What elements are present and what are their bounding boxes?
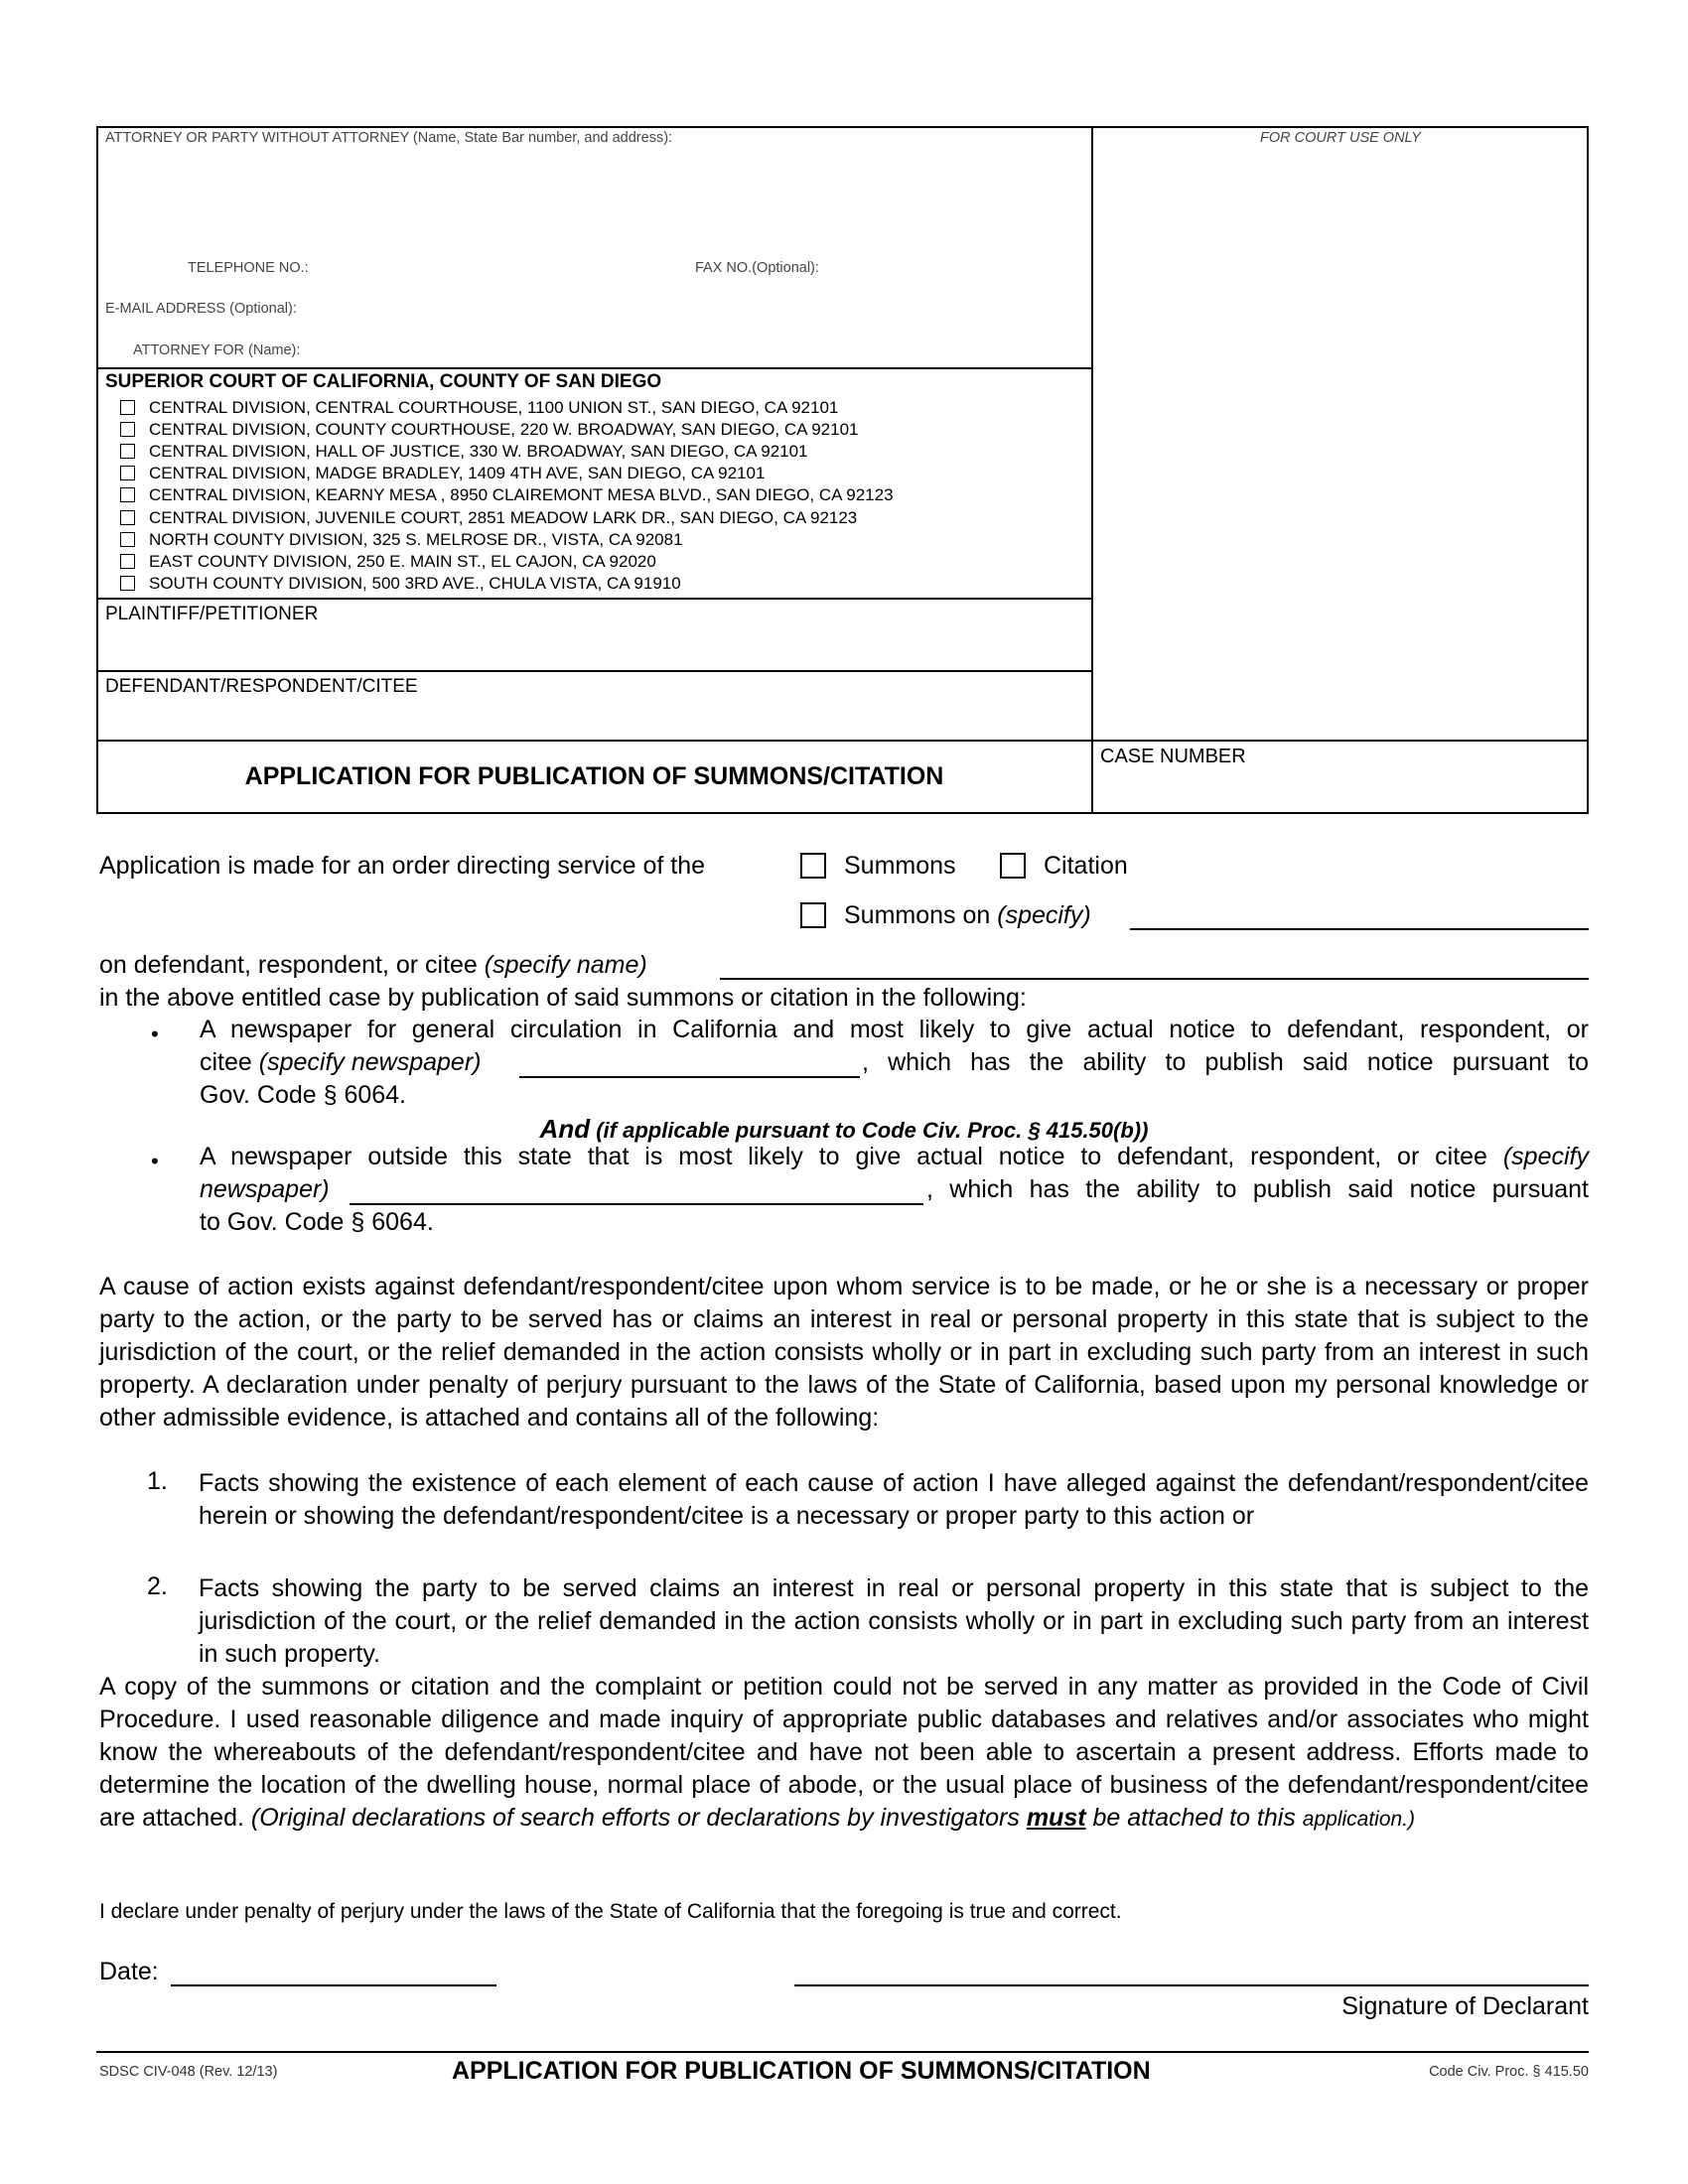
bullet2-specify: (specify — [1502, 1143, 1589, 1170]
attorney-label: ATTORNEY OR PARTY WITHOUT ATTORNEY (Name, State Bar number, and address): — [105, 130, 673, 146]
bullet1-line1: A newspaper for general circulation in California and most likely to give actual notice to defendant, respondent, or — [200, 1016, 1589, 1043]
case-number-input[interactable] — [1098, 772, 1583, 810]
email-label: E-MAIL ADDRESS (Optional): — [105, 301, 297, 317]
perjury-statement: I declare under penalty of perjury under the laws of the State of California that the foregoing is true and correct. — [99, 1900, 1122, 1923]
court-option-label: EAST COUNTY DIVISION, 250 E. MAIN ST., EL CAJON, CA 92020 — [149, 552, 656, 571]
and-line — [0, 1114, 1688, 1145]
attorney-input[interactable] — [103, 151, 1086, 250]
note-part3: application.) — [1302, 1808, 1416, 1831]
summons-on-checkbox[interactable] — [800, 902, 826, 928]
defendant-label: DEFENDANT/RESPONDENT/CITEE — [105, 676, 418, 697]
note-must: must — [1026, 1804, 1086, 1832]
note-part1: (Original declarations of search efforts or declarations by investigators — [250, 1804, 1020, 1832]
bullet2-line3: to Gov. Code § 6064. — [200, 1208, 434, 1236]
court-option-label: CENTRAL DIVISION, KEARNY MESA , 8950 CLAIREMONT MESA BLVD., SAN DIEGO, CA 92123 — [149, 485, 894, 504]
caption-divider-vertical — [1091, 126, 1093, 814]
attorney-for-input[interactable] — [328, 339, 1082, 362]
telephone-label: TELEPHONE NO.: — [188, 260, 309, 276]
court-option-label: CENTRAL DIVISION, MADGE BRADLEY, 1409 4TH AVE, SAN DIEGO, CA 92101 — [149, 464, 766, 482]
plaintiff-label: PLAINTIFF/PETITIONER — [105, 604, 319, 624]
court-option-checkbox[interactable] — [120, 510, 135, 525]
publication-intro: in the above entitled case by publication of said summons or citation in the following: — [99, 984, 1027, 1012]
footer-rule — [96, 2051, 1589, 2053]
court-option-label: CENTRAL DIVISION, CENTRAL COURTHOUSE, 1100 UNION ST., SAN DIEGO, CA 92101 — [149, 398, 839, 417]
court-option-checkbox[interactable] — [120, 554, 135, 569]
summons-on-field[interactable] — [1130, 928, 1589, 930]
bullet2-line1 — [200, 1143, 1589, 1171]
caption-rule — [96, 740, 1589, 742]
plaintiff-input[interactable] — [103, 627, 1086, 665]
bullet1-line2-left — [200, 1048, 481, 1077]
fax-input[interactable] — [844, 256, 1082, 280]
bullet2-text: A newspaper outside this state that is most likely to give actual notice to defendant, respondent, or citee — [200, 1143, 1487, 1170]
paragraph-2-text: A copy of the summons or citation and the complaint or petition could not be served in any matter as provided in the Code of Civil Procedure. I used reasonable diligence and made inquiry of appropriate public databases and relatives and/or associates who might know the whereabouts of the defendant/respondent/citee and have not been able to ascertain a present address. Efforts made to determine the location of the dwelling house, normal place of abode, or the usual place of business of the defendant/respondent/citee are attached. — [99, 1673, 1589, 1832]
and-note: (if applicable pursuant to Code Civ. Proc. § 415.50(b)) — [596, 1118, 1149, 1143]
footer-code: Code Civ. Proc. § 415.50 — [1429, 2064, 1589, 2080]
fax-label: FAX NO.(Optional): — [695, 260, 819, 276]
bullet-2: • — [151, 1149, 159, 1173]
email-input[interactable] — [328, 297, 1082, 321]
footer-title: APPLICATION FOR PUBLICATION OF SUMMONS/CITATION — [452, 2057, 1151, 2085]
defendant-line-label: on defendant, respondent, or citee — [99, 951, 478, 979]
defendant-line-specify: (specify name) — [484, 951, 647, 979]
court-title: SUPERIOR COURT OF CALIFORNIA, COUNTY OF SAN DIEGO — [105, 371, 662, 392]
caption-rule — [96, 598, 1092, 600]
newspaper-field[interactable] — [519, 1076, 860, 1078]
bullet1-after: , which has the ability to publish said notice pursuant to — [862, 1048, 1589, 1076]
summons-label: Summons — [844, 852, 956, 880]
item1-text: Facts showing the existence of each element of each cause of action I have alleged against the defendant/respondent/citee herein or showing the defendant/respondent/citee is a necessary or proper party to this action or — [199, 1469, 1589, 1530]
item1-number: 1. — [147, 1467, 168, 1495]
summons-on-specify: (specify) — [997, 901, 1091, 929]
court-option-checkbox[interactable] — [120, 487, 135, 502]
summons-on-text — [844, 901, 1091, 930]
attorney-for-label: ATTORNEY FOR (Name): — [133, 342, 301, 358]
bullet-1: • — [151, 1022, 159, 1046]
item2-text: Facts showing the party to be served claims an interest in real or personal property in this state that is subject to the jurisdiction of the court, or the relief demanded in the action consists wholly or in part in excluding such party from an interest in such property. — [199, 1574, 1589, 1668]
court-option[interactable] — [120, 464, 765, 483]
defendant-input[interactable] — [103, 700, 1086, 736]
court-option-label: CENTRAL DIVISION, JUVENILE COURT, 2851 MEADOW LARK DR., SAN DIEGO, CA 92123 — [149, 508, 858, 527]
bullet2-specify2-text: newspaper) — [200, 1175, 330, 1203]
footer-form-number: SDSC CIV-048 (Rev. 12/13) — [99, 2064, 278, 2080]
court-option[interactable] — [120, 574, 681, 594]
bullet1-line3: Gov. Code § 6064. — [200, 1081, 407, 1109]
court-option-label: SOUTH COUNTY DIVISION, 500 3RD AVE., CHULA VISTA, CA 91910 — [149, 574, 681, 593]
court-option-label: CENTRAL DIVISION, COUNTY COURTHOUSE, 220 W. BROADWAY, SAN DIEGO, CA 92101 — [149, 420, 859, 439]
bullet1-specify: (specify newspaper) — [258, 1048, 482, 1076]
declaration-paragraph-1: A cause of action exists against defendant/respondent/citee upon whom service is to be made, or he or she is a necessary or proper party to the action, or the party to be served has or claims an interest in real or personal property in this state that is subject to the jurisdiction of the court, or the relief demanded in the action consists wholly or in part in excluding such party from an interest in such property. A declaration under penalty of perjury pursuant to the laws of the State of California, based upon my personal knowledge or other admissible evidence, is attached and contains all of the following: — [99, 1273, 1589, 1432]
court-option[interactable] — [120, 398, 838, 418]
bullet2-specify2 — [200, 1175, 330, 1204]
application-intro: Application is made for an order directing service of the — [99, 852, 706, 880]
court-option[interactable] — [120, 420, 859, 440]
note-part2: be attached to this — [1092, 1804, 1296, 1832]
court-option-checkbox[interactable] — [120, 532, 135, 547]
signature-label: Signature of Declarant — [1341, 1992, 1589, 2020]
date-field[interactable] — [171, 1984, 496, 1986]
court-option-checkbox[interactable] — [120, 422, 135, 437]
date-label: Date: — [99, 1958, 159, 1985]
court-use-label: FOR COURT USE ONLY — [1260, 130, 1421, 146]
court-option[interactable] — [120, 485, 894, 505]
court-option[interactable] — [120, 530, 683, 550]
summons-checkbox[interactable] — [800, 853, 826, 879]
form-title: APPLICATION FOR PUBLICATION OF SUMMONS/CITATION — [244, 762, 944, 790]
summons-on-label: Summons on — [844, 901, 991, 929]
defendant-name-field[interactable] — [720, 978, 1589, 980]
telephone-input[interactable] — [328, 256, 685, 280]
court-option-checkbox[interactable] — [120, 400, 135, 415]
and-label: And — [539, 1114, 591, 1144]
out-of-state-newspaper-field[interactable] — [350, 1203, 923, 1205]
court-option-label: NORTH COUNTY DIVISION, 325 S. MELROSE DR., VISTA, CA 92081 — [149, 530, 683, 549]
caption-rule — [96, 367, 1092, 369]
bullet1-citee: citee — [200, 1048, 252, 1076]
item2-number: 2. — [147, 1572, 168, 1600]
caption-rule — [96, 670, 1092, 672]
citation-checkbox[interactable] — [1000, 853, 1026, 879]
court-option[interactable] — [120, 552, 656, 572]
court-option[interactable] — [120, 508, 857, 528]
court-option-checkbox[interactable] — [120, 576, 135, 591]
court-option-checkbox[interactable] — [120, 444, 135, 459]
court-option-label: CENTRAL DIVISION, HALL OF JUSTICE, 330 W. BROADWAY, SAN DIEGO, CA 92101 — [149, 442, 808, 461]
court-option-checkbox[interactable] — [120, 466, 135, 480]
court-option[interactable] — [120, 442, 808, 462]
signature-field[interactable] — [794, 1984, 1589, 1986]
case-number-label: CASE NUMBER — [1100, 746, 1246, 767]
declaration-paragraph-2 — [99, 1671, 1589, 1836]
defendant-line-text — [99, 951, 647, 980]
bullet2-after: , which has the ability to publish said notice pursuant — [926, 1175, 1589, 1203]
citation-label: Citation — [1044, 852, 1128, 880]
